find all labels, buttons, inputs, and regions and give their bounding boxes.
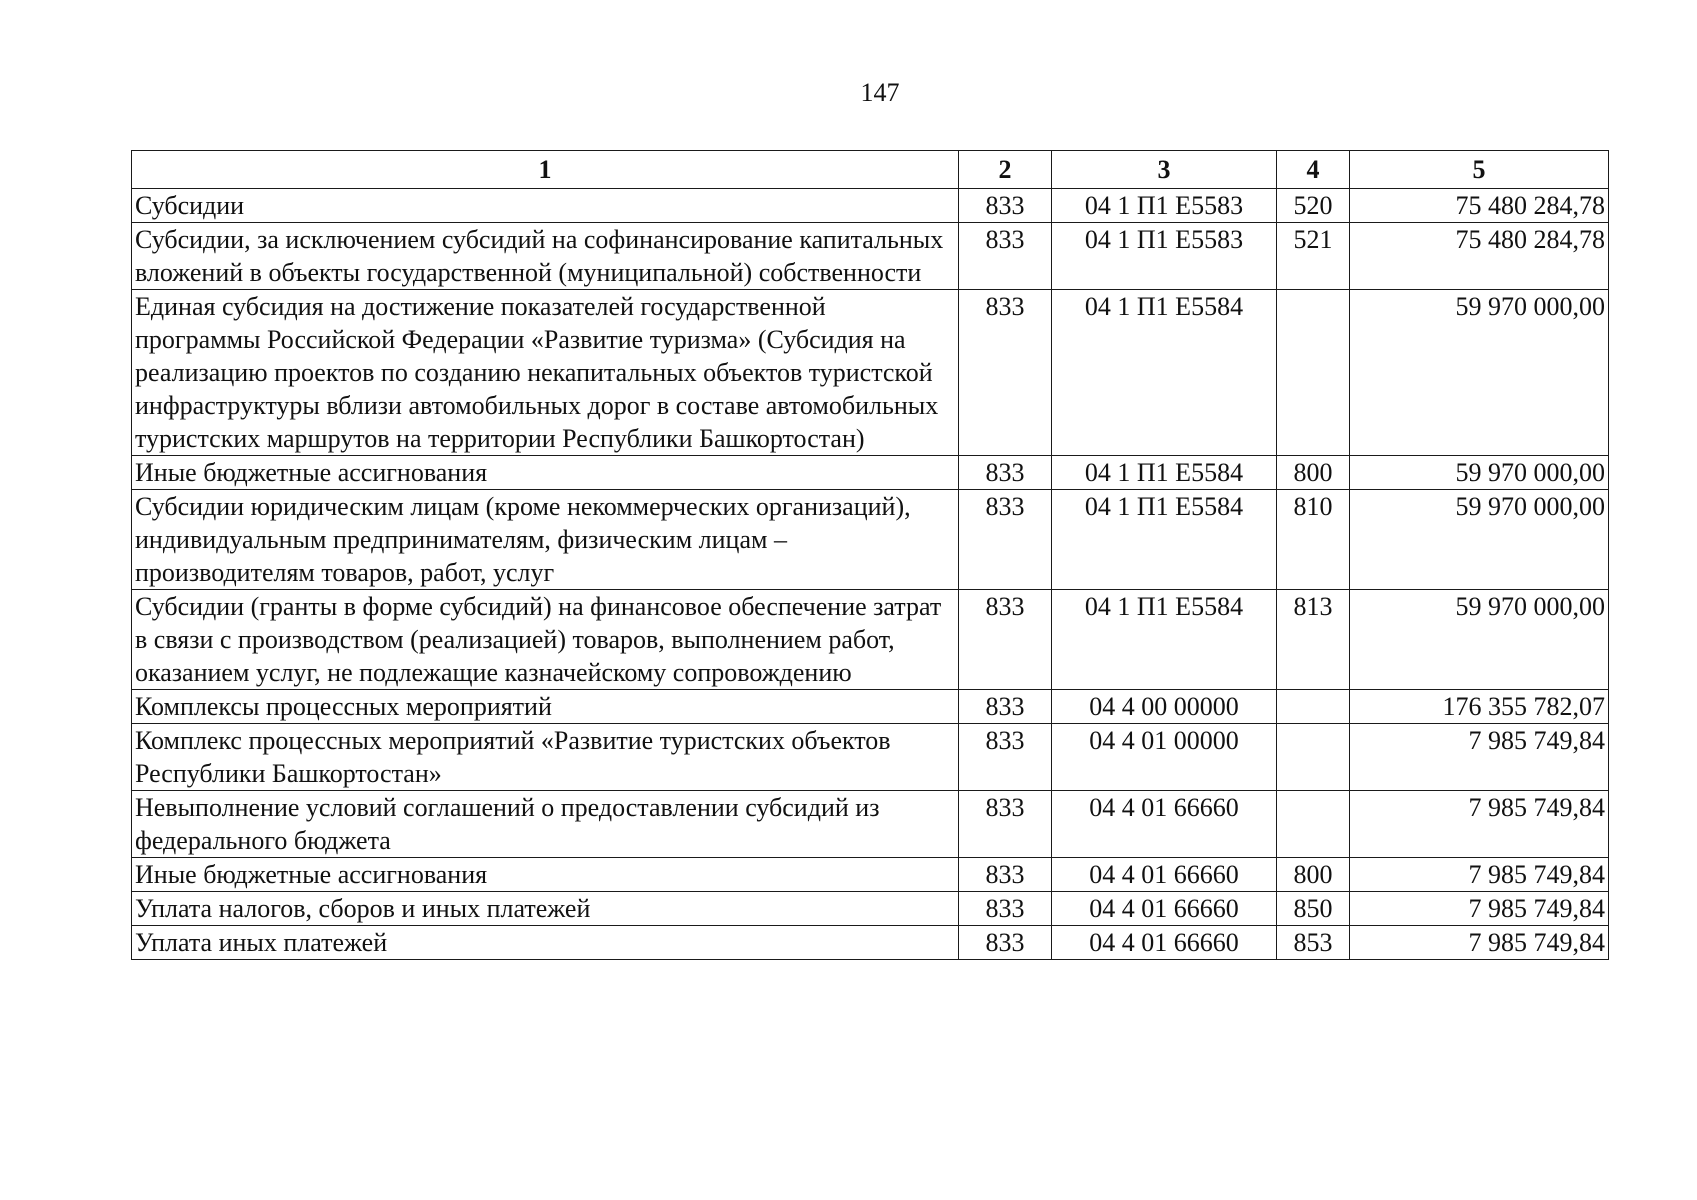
row-code-cell: 04 4 01 66660 bbox=[1052, 791, 1277, 858]
row-name-cell: Комплекс процессных мероприятий «Развитие туристских объектов Республики Башкортостан» bbox=[132, 724, 959, 791]
column-header-3: 3 bbox=[1052, 151, 1277, 189]
row-type-cell bbox=[1277, 290, 1350, 456]
table-row bbox=[132, 290, 1609, 456]
row-amount-cell: 7 985 749,84 bbox=[1350, 926, 1609, 960]
table-header-row bbox=[132, 151, 1609, 189]
row-code-cell: 04 1 П1 Е5584 bbox=[1052, 590, 1277, 690]
row-name-cell: Невыполнение условий соглашений о предоставлении субсидий из федерального бюджета bbox=[132, 791, 959, 858]
row-code-cell: 04 1 П1 Е5583 bbox=[1052, 223, 1277, 290]
row-amount-cell: 75 480 284,78 bbox=[1350, 223, 1609, 290]
table-row bbox=[132, 590, 1609, 690]
budget-table bbox=[131, 150, 1609, 960]
column-header-1: 1 bbox=[132, 151, 959, 189]
row-name-cell: Субсидии, за исключением субсидий на софинансирование капитальных вложений в объекты государственной (муниципальной) собственности bbox=[132, 223, 959, 290]
row-admin-cell: 833 bbox=[959, 791, 1052, 858]
row-code-cell: 04 4 00 00000 bbox=[1052, 690, 1277, 724]
row-name-cell: Уплата иных платежей bbox=[132, 926, 959, 960]
column-header-2: 2 bbox=[959, 151, 1052, 189]
row-amount-cell: 7 985 749,84 bbox=[1350, 892, 1609, 926]
row-admin-cell: 833 bbox=[959, 490, 1052, 590]
row-code-cell: 04 1 П1 Е5583 bbox=[1052, 189, 1277, 223]
row-code-cell: 04 4 01 66660 bbox=[1052, 892, 1277, 926]
table-body bbox=[132, 189, 1609, 960]
table-row bbox=[132, 189, 1609, 223]
table-row bbox=[132, 724, 1609, 791]
row-type-cell bbox=[1277, 791, 1350, 858]
row-admin-cell: 833 bbox=[959, 690, 1052, 724]
row-code-cell: 04 4 01 66660 bbox=[1052, 926, 1277, 960]
row-code-cell: 04 4 01 00000 bbox=[1052, 724, 1277, 791]
table-row bbox=[132, 892, 1609, 926]
column-header-4: 4 bbox=[1277, 151, 1350, 189]
row-amount-cell: 59 970 000,00 bbox=[1350, 456, 1609, 490]
table-row bbox=[132, 490, 1609, 590]
page-number: 147 bbox=[860, 78, 900, 107]
row-name-cell: Субсидии (гранты в форме субсидий) на финансовое обеспечение затрат в связи с производством (реализацией) товаров, выполнением работ, оказанием услуг, не подлежащие казначейскому сопровождению bbox=[132, 590, 959, 690]
row-name-cell: Уплата налогов, сборов и иных платежей bbox=[132, 892, 959, 926]
row-admin-cell: 833 bbox=[959, 290, 1052, 456]
row-type-cell: 521 bbox=[1277, 223, 1350, 290]
row-type-cell bbox=[1277, 690, 1350, 724]
row-name-cell: Субсидии юридическим лицам (кроме некоммерческих организаций), индивидуальным предпринимателям, физическим лицам – производителям товаров, работ, услуг bbox=[132, 490, 959, 590]
row-amount-cell: 75 480 284,78 bbox=[1350, 189, 1609, 223]
row-name-cell: Субсидии bbox=[132, 189, 959, 223]
row-code-cell: 04 4 01 66660 bbox=[1052, 858, 1277, 892]
row-admin-cell: 833 bbox=[959, 892, 1052, 926]
table-row bbox=[132, 926, 1609, 960]
row-admin-cell: 833 bbox=[959, 858, 1052, 892]
row-admin-cell: 833 bbox=[959, 189, 1052, 223]
row-amount-cell: 7 985 749,84 bbox=[1350, 724, 1609, 791]
row-name-cell: Комплексы процессных мероприятий bbox=[132, 690, 959, 724]
row-code-cell: 04 1 П1 Е5584 bbox=[1052, 456, 1277, 490]
row-admin-cell: 833 bbox=[959, 590, 1052, 690]
row-code-cell: 04 1 П1 Е5584 bbox=[1052, 290, 1277, 456]
table-row bbox=[132, 690, 1609, 724]
row-type-cell: 800 bbox=[1277, 456, 1350, 490]
row-type-cell: 850 bbox=[1277, 892, 1350, 926]
row-amount-cell: 59 970 000,00 bbox=[1350, 490, 1609, 590]
row-amount-cell: 176 355 782,07 bbox=[1350, 690, 1609, 724]
row-name-cell: Иные бюджетные ассигнования bbox=[132, 456, 959, 490]
row-amount-cell: 7 985 749,84 bbox=[1350, 791, 1609, 858]
row-admin-cell: 833 bbox=[959, 223, 1052, 290]
row-type-cell: 520 bbox=[1277, 189, 1350, 223]
table-row bbox=[132, 456, 1609, 490]
row-type-cell: 800 bbox=[1277, 858, 1350, 892]
row-type-cell: 853 bbox=[1277, 926, 1350, 960]
row-amount-cell: 59 970 000,00 bbox=[1350, 290, 1609, 456]
row-admin-cell: 833 bbox=[959, 456, 1052, 490]
table-row bbox=[132, 858, 1609, 892]
row-type-cell: 810 bbox=[1277, 490, 1350, 590]
row-code-cell: 04 1 П1 Е5584 bbox=[1052, 490, 1277, 590]
row-name-cell: Единая субсидия на достижение показателей государственной программы Российской Федерации «Развитие туризма» (Субсидия на реализацию проектов по созданию некапитальных объектов туристской инфраструктуры вблизи автомобильных дорог в составе автомобильных туристских маршрутов на территории Республики Башкортостан) bbox=[132, 290, 959, 456]
row-amount-cell: 59 970 000,00 bbox=[1350, 590, 1609, 690]
table-row bbox=[132, 223, 1609, 290]
row-type-cell bbox=[1277, 724, 1350, 791]
row-name-cell: Иные бюджетные ассигнования bbox=[132, 858, 959, 892]
row-amount-cell: 7 985 749,84 bbox=[1350, 858, 1609, 892]
row-admin-cell: 833 bbox=[959, 724, 1052, 791]
row-admin-cell: 833 bbox=[959, 926, 1052, 960]
column-header-5: 5 bbox=[1350, 151, 1609, 189]
table-row bbox=[132, 791, 1609, 858]
row-type-cell: 813 bbox=[1277, 590, 1350, 690]
